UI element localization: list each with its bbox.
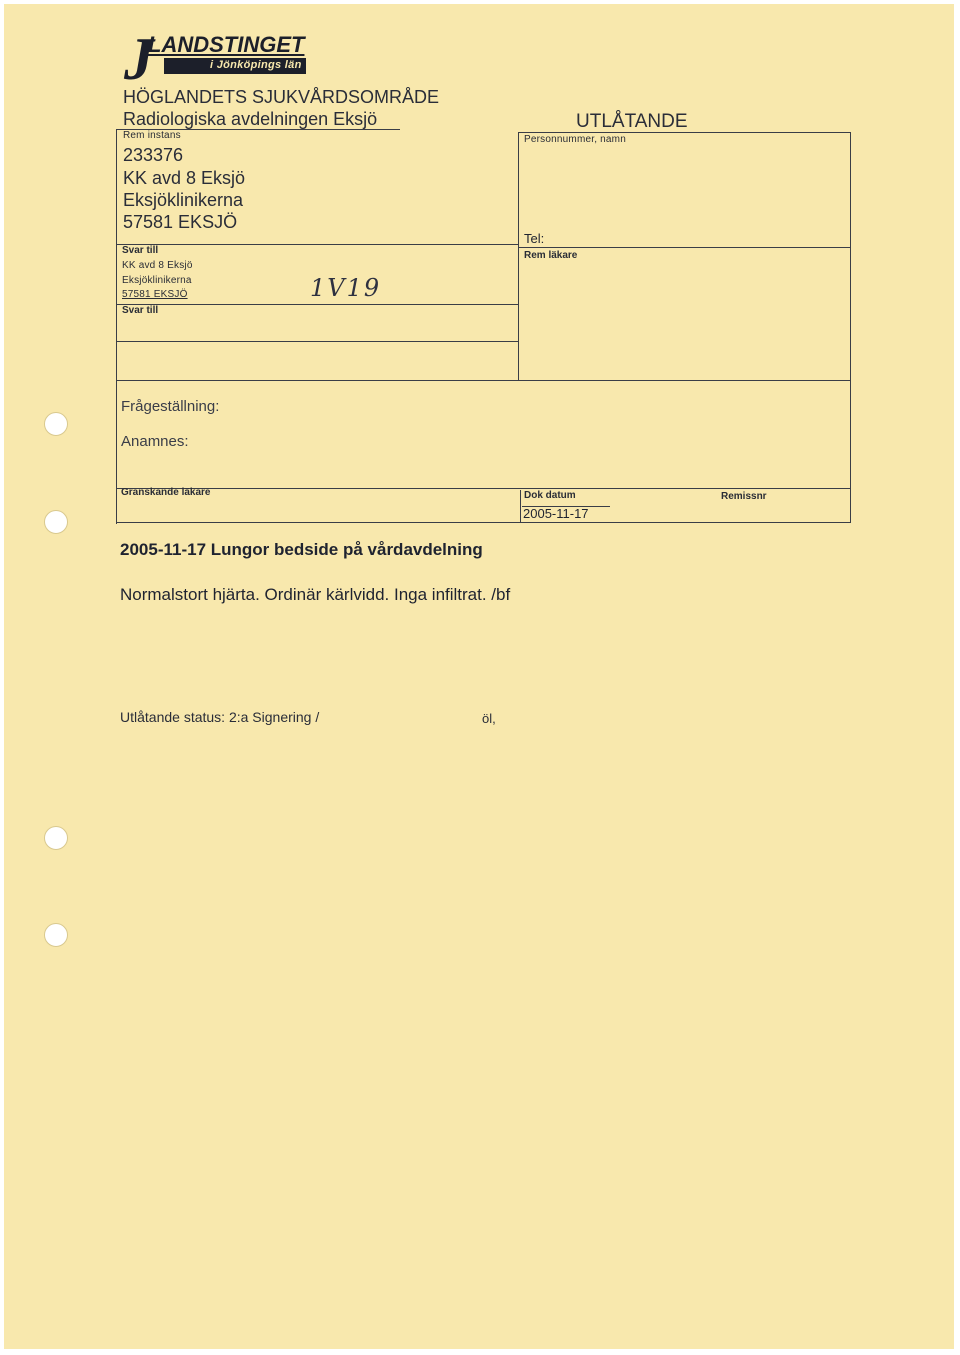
personnummer-label: Personnummer, namn: [524, 134, 626, 145]
punch-hole: [44, 826, 68, 850]
right-mid-line: [518, 247, 850, 248]
report-status-suffix: öl,: [482, 711, 496, 726]
report-body: Normalstort hjärta. Ordinär kärlvidd. Inga infiltrat. /bf: [120, 585, 511, 604]
document-type-title: UTLÅTANDE: [576, 111, 688, 132]
punch-hole: [44, 510, 68, 534]
svar-till-line-3: 57581 EKSJÖ: [122, 289, 188, 300]
address-block-bottom: [116, 380, 850, 381]
svar-till-label: Svar till: [122, 245, 159, 256]
rem-instans-line-4: 57581 EKSJÖ: [123, 212, 238, 232]
handwritten-mark: 1V19: [310, 274, 382, 302]
rem-instans-line-2: KK avd 8 Eksjö: [123, 168, 246, 188]
document-page: [4, 4, 954, 1349]
logo-sub-text: i Jönköpings län: [210, 59, 302, 71]
svar-till-line-2: Eksjöklinikerna: [122, 275, 192, 286]
org-name: HÖGLANDETS SJUKVÅRDSOMRÅDE: [123, 87, 440, 107]
department-name: Radiologiska avdelningen Eksjö: [123, 109, 378, 129]
fragestallning-label: Frågeställning:: [121, 398, 220, 415]
report-status-prefix: Utlåtande status: 2:a Signering /: [120, 709, 320, 725]
rem-instans-line-3: Eksjöklinikerna: [123, 190, 244, 210]
granskande-lakare-label: Granskande läkare: [121, 487, 211, 498]
form-mid-divider: [518, 132, 519, 381]
rem-lakare-label: Rem läkare: [524, 250, 578, 261]
dok-datum-label: Dok datum: [524, 490, 576, 501]
box-line: [116, 341, 518, 342]
logo-j-mark: J: [124, 26, 154, 92]
anamnes-label: Anamnes:: [121, 433, 189, 450]
svar-till-2-line: [116, 304, 518, 305]
svar-till-label-2: Svar till: [122, 305, 159, 316]
form-right-border: [850, 132, 851, 523]
svar-till-line-1: KK avd 8 Eksjö: [122, 260, 193, 271]
landstinget-logo: [124, 26, 314, 92]
punch-hole: [44, 923, 68, 947]
rem-instans-line-1: 233376: [123, 145, 184, 165]
form-top-line-right: [518, 132, 851, 133]
punch-hole: [44, 412, 68, 436]
anamnes-bottom-line: [116, 488, 850, 489]
report-title: 2005-11-17 Lungor bedside på vårdavdelning: [120, 540, 483, 559]
dok-divider: [520, 490, 521, 523]
tel-label: Tel:: [524, 231, 545, 246]
svar-till-top-line: [116, 244, 518, 245]
dok-datum-value: 2005-11-17: [523, 506, 589, 521]
logo-main-text: LANDSTINGET: [148, 32, 305, 57]
form-left-border: [116, 129, 117, 524]
remissnr-label: Remissnr: [721, 491, 767, 502]
rem-instans-label: Rem instans: [123, 130, 181, 141]
form-bottom-line: [116, 522, 850, 523]
